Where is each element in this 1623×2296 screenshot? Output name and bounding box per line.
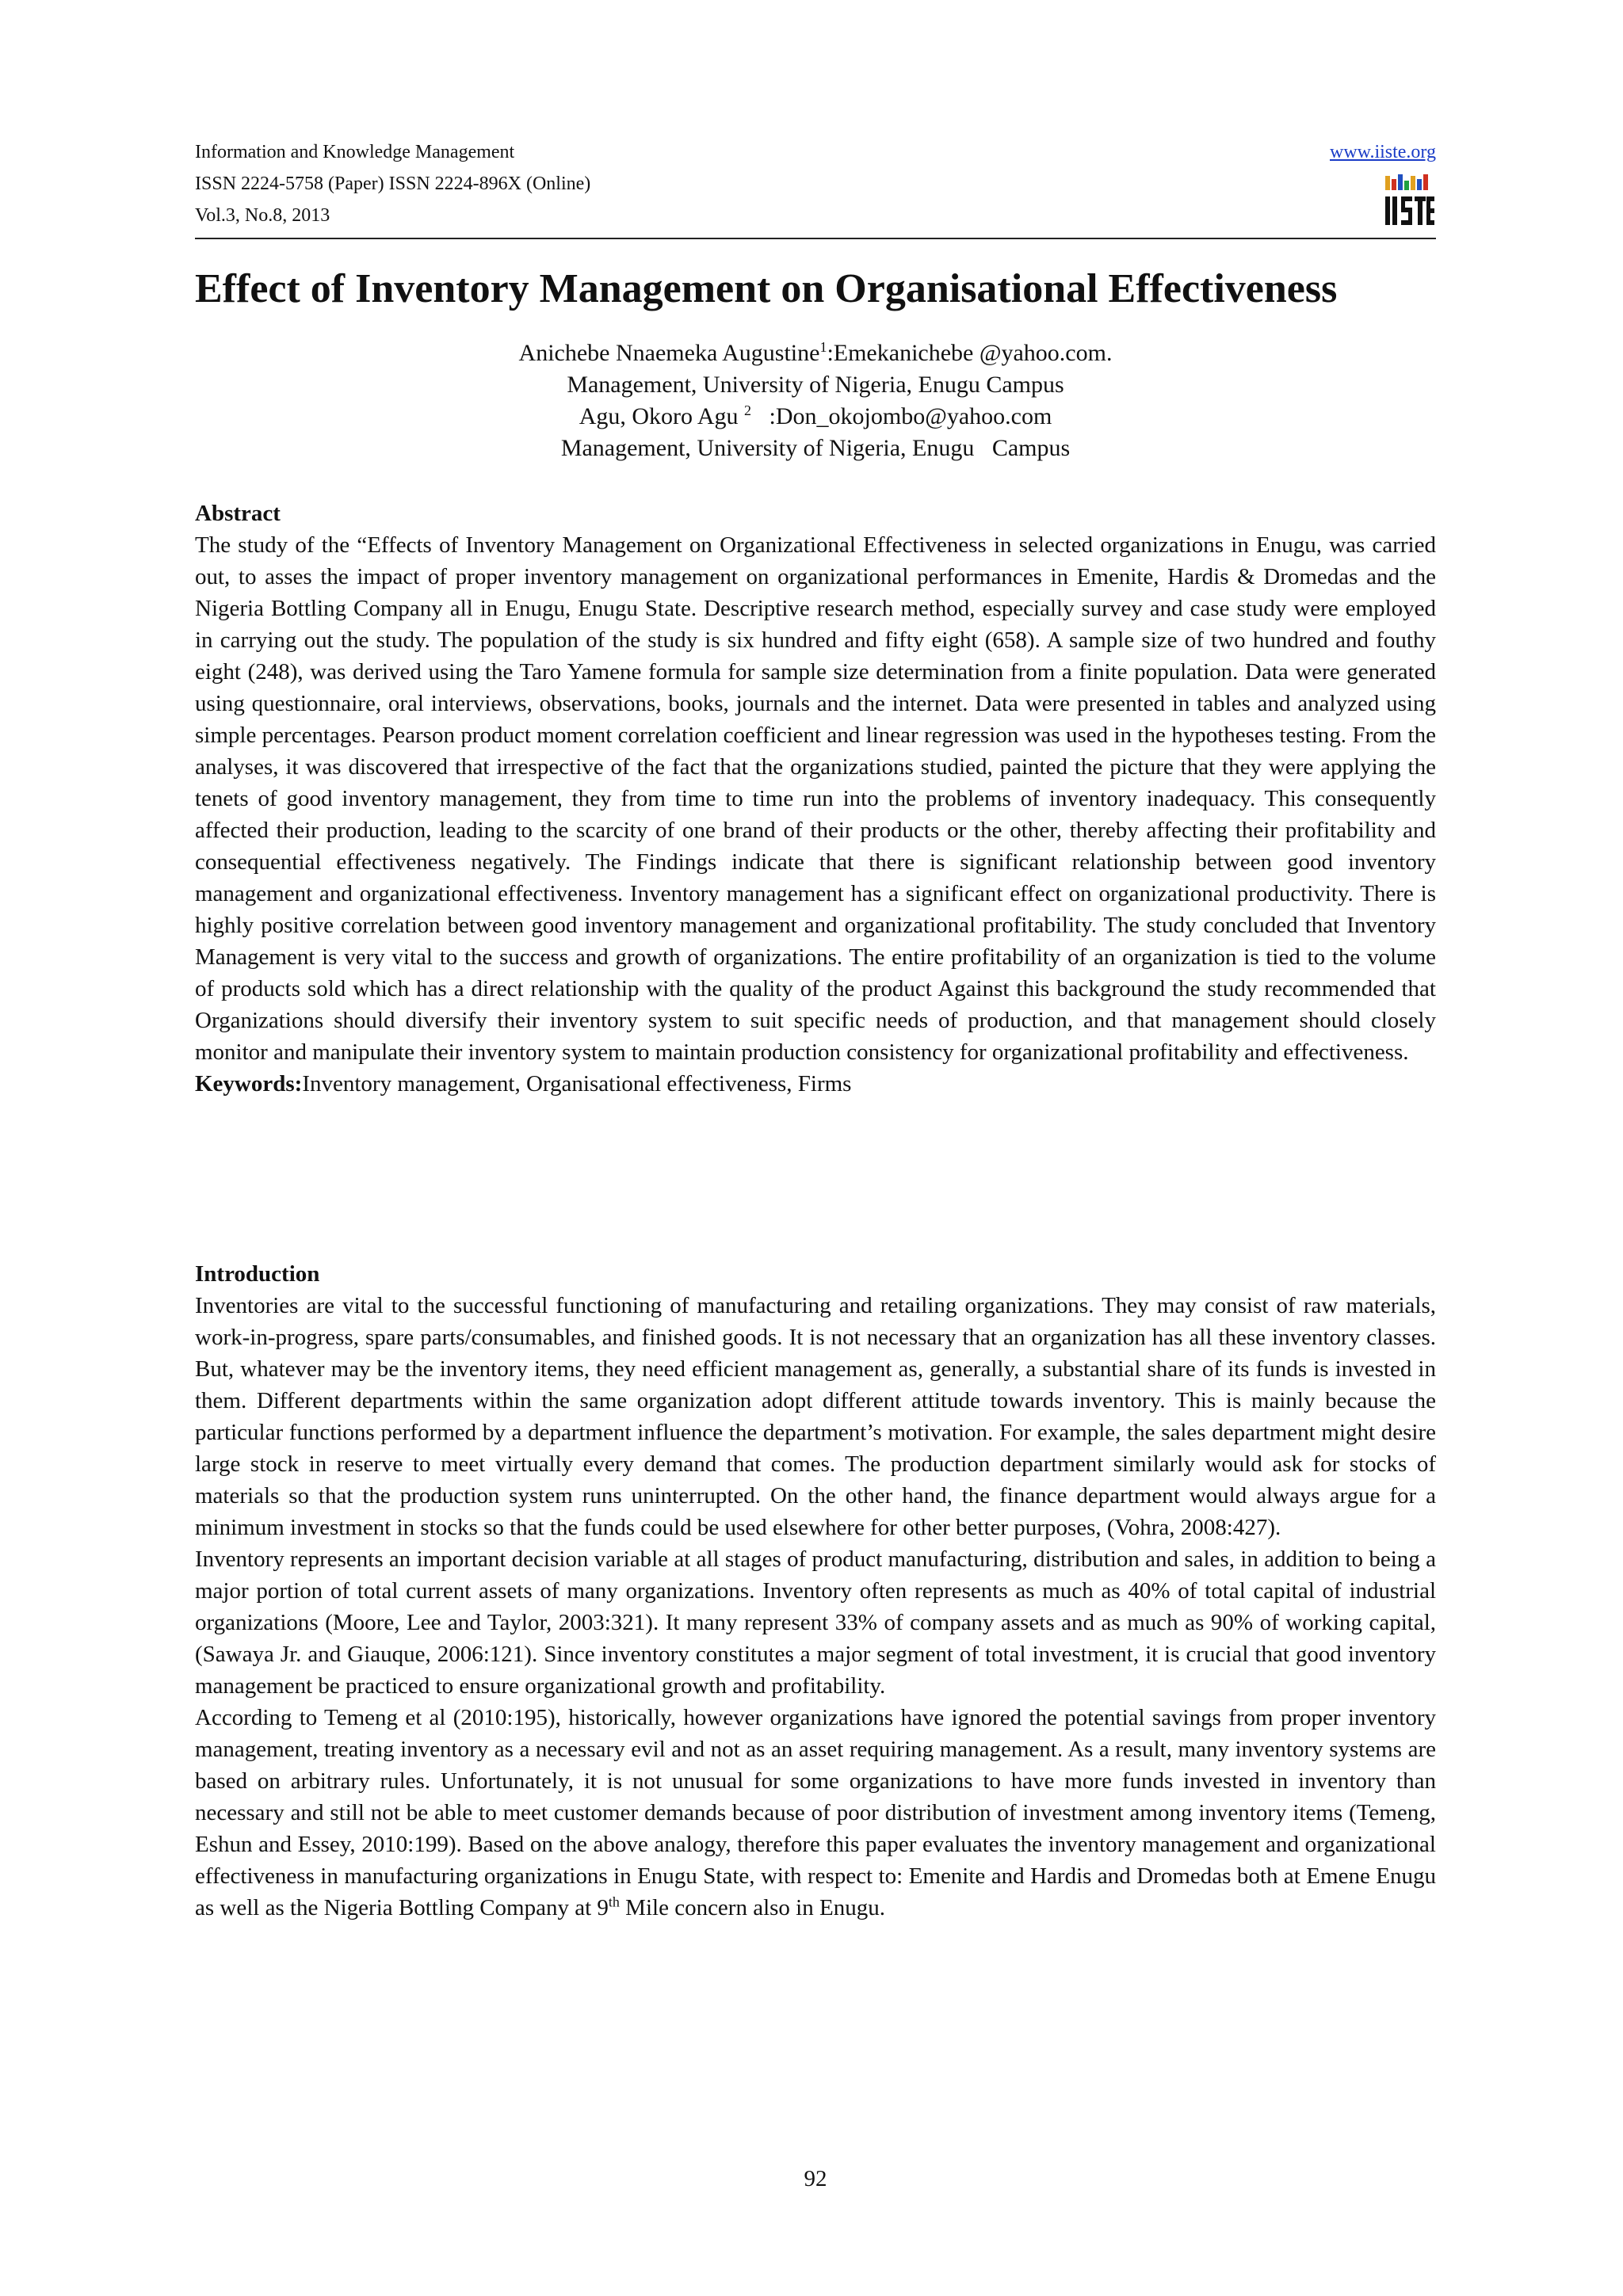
introduction-paragraph-3 (195, 1702, 1436, 1924)
introduction-paragraph-1: Inventories are vital to the successful functioning of manufacturing and retailing organizations. They may consist of raw materials, work-in-progress, spare parts/consumables, and finished goods. It is not necessary that an organization has all these inventory classes. But, whatever may be the inventory items, they need efficient management as, generally, a substantial share of its funds is invested in them. Different departments within the same organization adopt different attitude towards inventory. This is mainly because the particular functions performed by a department influence the department’s motivation. For example, the sales department might desire large stock in reserve to meet virtually every demand that comes. The production department similarly would ask for stocks of materials so that the production system runs uninterrupted. On the other hand, the finance department would always argue for a minimum investment in stocks so that the funds could be used elsewhere for other better purposes, (Vohra, 2008:427). (195, 1293, 1436, 1540)
keywords-label: Keywords: (195, 1071, 303, 1097)
keywords-text: Inventory management, Organisational effectiveness, Firms (302, 1071, 852, 1097)
page-number: 92 (804, 2166, 827, 2191)
author-2-name: Agu, Okoro Agu (579, 403, 745, 429)
journal-url-link[interactable]: www.iiste.org (1330, 142, 1436, 162)
journal-name: Information and Knowledge Management (195, 142, 515, 162)
introduction-paragraph-2: Inventory represents an important decision variable at all stages of product manufacturing, distribution and sales, in addition to being a major portion of total current assets of many organizations. Inventory often represents as much as 40% of total capital of industrial organizations (Moore, Lee and Taylor, 2003:321). It many represent 33% of company assets and as much as 90% of working capital, (Sawaya Jr. and Giauque, 2006:121). Since inventory constitutes a major segment of total investment, it is crucial that good inventory management be practiced to ensure organizational growth and profitability. (195, 1547, 1436, 1699)
author-1-email: :Emekanichebe @yahoo.com. (827, 340, 1113, 366)
iiste-logo-icon (1382, 173, 1436, 230)
author-1-affiliation: Management, University of Nigeria, Enugu Campus (567, 372, 1064, 398)
journal-volume: Vol.3, No.8, 2013 (195, 205, 330, 226)
keywords-line (195, 1068, 1436, 1100)
author-1-superscript: 1 (819, 339, 827, 355)
abstract-text: The study of the “Effects of Inventory Management on Organizational Effectiveness in selected organizations in Enugu, was carried out, to asses the impact of proper inventory management on organizational performances in Emenite, Hardis & Dromedas and the Nigeria Bottling Company all in Enugu, Enugu State. Descriptive research method, especially survey and case study were employed in carrying out the study. The population of the study is six hundred and fifty eight (658). A sample size of two hundred and fouthy eight (248), was derived using the Taro Yamene formula for sample size determination from a finite population. Data were generated using questionnaire, oral interviews, observations, books, journals and the internet. Data were presented in tables and analyzed using simple percentages. Pearson product moment correlation coefficient and linear regression was used in the hypotheses testing. From the analyses, it was discovered that irrespective of the fact that the organizations studied, painted the picture that they were applying the tenets of good inventory management, they from time to time run into the problems of inventory inadequacy. This consequently affected their production, leading to the scarcity of one brand of their products or the other, thereby affecting their profitability and consequential effectiveness negatively. The Findings indicate that there is significant relationship between good inventory management and organizational effectiveness. Inventory management has a significant effect on organizational productivity. There is highly positive correlation between good inventory management and organizational profitability. The study concluded that Inventory Management is very vital to the success and growth of organizations. The entire profitability of an organization is tied to the volume of products sold which has a direct relationship with the quality of the product Against this background the study recommended that Organizations should diversify their inventory system to suit specific needs of production, and that management should closely monitor and manipulate their inventory system to maintain production consistency for organizational profitability and effectiveness. (195, 532, 1436, 1065)
abstract-section (195, 498, 1436, 1100)
introduction-paragraph-3-end: Mile concern also in Enugu. (619, 1895, 885, 1920)
author-1-line (195, 338, 1436, 369)
introduction-section (195, 1258, 1436, 1924)
author-2-affiliation: Management, University of Nigeria, Enugu Campus (560, 435, 1071, 461)
author-2-line (195, 401, 1436, 433)
author-block (195, 338, 1436, 464)
ordinal-superscript: th (608, 1894, 620, 1910)
paper-page (195, 0, 1436, 2296)
introduction-heading: Introduction (195, 1261, 320, 1287)
introduction-paragraph-3-text: According to Temeng et al (2010:195), historically, however organizations have ignored the potential savings from proper inventory management, treating inventory as a necessary evil and not as an asset requiring management. As a result, many inventory systems are based on arbitrary rules. Unfortunately, it is not unusual for some organizations to have more funds invested in inventory than necessary and still not be able to meet customer demands because of poor distribution of investment among inventory items (Temeng, Eshun and Essey, 2010:199). Based on the above analogy, therefore this paper evaluates the inventory management and organizational effectiveness in manufacturing organizations in Enugu State, with respect to: Emenite and Hardis and Dromedas both at Emene Enugu as well as the Nigeria Bottling Company at 9 (195, 1705, 1436, 1920)
author-2-superscript: 2 (744, 402, 752, 418)
journal-header (195, 136, 1436, 231)
author-2-email: :Don_okojombo@yahoo.com (751, 403, 1052, 429)
paper-title: Effect of Inventory Management on Organisational Effectiveness (195, 266, 1338, 311)
author-1-name: Anichebe Nnaemeka Augustine (518, 340, 820, 366)
journal-issn: ISSN 2224-5758 (Paper) ISSN 2224-896X (Online) (195, 174, 591, 194)
abstract-heading: Abstract (195, 501, 281, 526)
header-divider (195, 238, 1436, 239)
